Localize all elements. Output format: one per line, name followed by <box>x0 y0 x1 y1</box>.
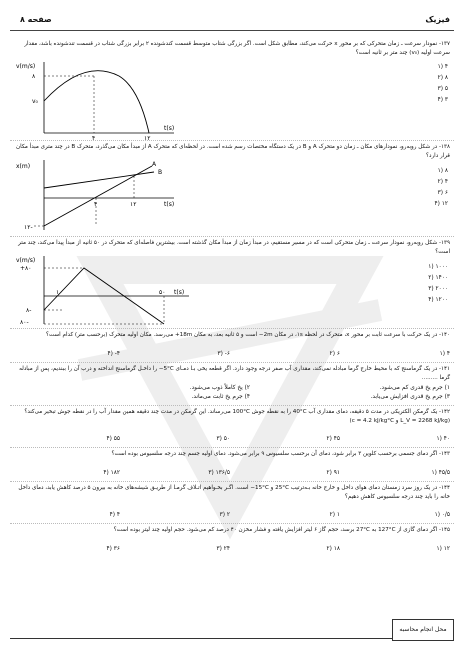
option[interactable]: ۴۵ (۲ <box>326 436 340 442</box>
option[interactable]: ۴ (۲ <box>437 179 448 185</box>
divider <box>10 328 454 329</box>
page-number: صفحه ۸ <box>20 15 52 24</box>
divider <box>10 447 454 448</box>
option[interactable]: ۶- (۳ <box>217 351 230 357</box>
question-139-text: ۱۳۹- شکل روبه‌رو، نمودار سرعت ـ زمان متحرکی است که در مسیر مستقیم، در مبدأ زمان از مبدأ مکان گذشته است. بیشترین فاصله‌ای که متحرک در ۵۰ ثانیه از مبدأ پیدا می‌کند، چند متر است؟ <box>18 240 450 255</box>
option[interactable]: ۱۸۲ (۴ <box>103 470 120 476</box>
option[interactable]: ۶ (۲ <box>329 351 340 357</box>
option[interactable]: ۵ (۳ <box>437 86 448 92</box>
question-142-text: ۱۴۲- یک گرمکن الکتریکی در مدت ۵ دقیقه، دمای مقداری آب ‎40°C‎ را به نقطه جوش ‎100°C‎ می‌رساند. این گرمکن در مدت چند دقیقه همین مقدار آب را در نقطه جوش تبخیر می‌کند؟ (‎L_V = 2268 kJ/kg‎ و ‎c = 4.2 kJ/kg°C‎) <box>24 409 450 424</box>
option[interactable]: ۱۲ (۱ <box>436 546 450 552</box>
option[interactable]: ۵۰ (۳ <box>216 436 230 442</box>
option[interactable]: ۴ (۴ <box>109 512 120 518</box>
divider <box>10 362 454 363</box>
option[interactable]: ۶ (۳ <box>437 190 448 196</box>
option[interactable]: ۱ (۲ <box>329 512 340 518</box>
option[interactable]: ۴ (۱ <box>439 351 450 357</box>
question-137-text: ۱۳۷- نمودار سرعت ـ زمان متحرکی که بر محور x حرکت می‌کند، مطابق شکل است. اگر بزرگی شتاب متوسط قسمت کندشونده ۲ برابر بزرگی شتاب در قسمت تندشونده باشد، مقدار سرعت اولیه (v₀) چند متر بر ثانیه است؟ <box>24 41 450 56</box>
option[interactable]: ۱۲۰۰ (۴ <box>428 297 448 303</box>
y-axis-label: v(m/s) <box>16 257 36 264</box>
option[interactable]: ۲ (۳ <box>219 512 230 518</box>
option[interactable]: ۴- (۴ <box>107 351 120 357</box>
x-tick: ۱۲ <box>144 135 151 140</box>
option[interactable]: ۸ (۲ <box>437 75 448 81</box>
divider <box>10 140 454 141</box>
y-axis-label: v(m/s) <box>16 63 36 70</box>
question-145-text: ۱۴۵- اگر دمای گازی از ‎127°C‎ به ‎27°C‎ برسد، حجم گاز ۶ لیتر افزایش یافته و فشار مخزن ۴۰ درصد کم می‌شود. حجم اولیه چند لیتر بوده است؟ <box>113 527 450 533</box>
divider <box>10 481 454 482</box>
question-141-text: ۱۴۱- در یک گرماسنج که با محیط خارج گرما مبادله نمی‌کند، مقداری آب صفر درجه وجود دارد. اگر قطعه یخی بـا دمـای ‎−5°C‎ را داخـل گرماسنج انداخته و درب آن را ببندیم، پس از مبادله گرما ......... <box>19 366 450 381</box>
x-tick: ۱۰ <box>56 289 63 296</box>
option[interactable]: ۵۵ (۴ <box>106 436 120 442</box>
subject-title: فیزیک <box>425 15 450 24</box>
x-axis-label: t(s) <box>164 201 175 208</box>
x-tick: ۱۲ <box>130 201 137 208</box>
line-label-a: A <box>152 161 157 168</box>
option[interactable]: ۹۱ (۲ <box>326 470 340 476</box>
x-tick: ۵۰ <box>159 289 166 296</box>
y-tick: ۸۰- <box>20 319 29 326</box>
option[interactable]: ۰/۵ (۱ <box>434 512 450 518</box>
x-tick: ۴ <box>94 201 98 208</box>
x-tick: ۴ <box>92 135 96 140</box>
question-144-text: ۱۴۴- در یک روز سرد زمستان دمای هوای داخل و خارج خانه بـه‌ترتیب ‎25°C‎ و ‎−15°C‎ است. اگـر بخـواهیم اتـلاف گرمـا از طریـق شیشه‌های خانه به بیرون ۵ درصد کاهش یابد، دمای داخل خانه را باید چند درجه سلسیوس کاهش دهیم؟ <box>18 485 450 500</box>
y-tick: ۱۲- <box>24 224 33 231</box>
calculation-area-label: محل انجام محاسبه <box>392 619 454 641</box>
question-141-options <box>12 385 450 405</box>
option[interactable]: ۲۰۰۰ (۳ <box>428 286 448 292</box>
line-label-b: B <box>158 169 163 176</box>
x-axis-label: t(s) <box>164 125 175 132</box>
option[interactable]: ۲) یخ کاملاً ذوب می‌شود. <box>189 385 250 391</box>
question-140-text: ۱۴۰- در یک حرکت با سرعت ثابت بر محور x، متحرک در لحظه ۱s، در مکان ‎−2m‎ است و ۵ ثانیه بعد، به مکان ‎+18m‎ می‌رسد. مکان اولیه متحرک (برحسب متر) کدام است؟ <box>46 332 450 338</box>
graph-position-lines <box>14 158 184 236</box>
option[interactable]: ۳۶ (۴ <box>106 546 120 552</box>
option[interactable]: ۴) جرم یخ ثابت می‌ماند. <box>191 394 250 400</box>
y-tick: ۸- <box>26 307 32 314</box>
question-137-options <box>358 62 448 106</box>
x-axis-label: t(s) <box>174 289 185 296</box>
option[interactable]: ۴۰ (۱ <box>436 436 450 442</box>
y-tick: ۸ <box>32 73 36 80</box>
option[interactable]: ۸ (۱ <box>437 168 448 174</box>
option[interactable]: ۴ (۱ <box>437 64 448 70</box>
y-tick: +۸۰ <box>20 265 32 272</box>
option[interactable]: ۳) جرم یخ قدری افزایش می‌یابد. <box>370 394 450 400</box>
question-139-options <box>358 262 448 306</box>
page-header <box>10 10 454 31</box>
option[interactable]: ۱۳۶/۵ (۳ <box>208 470 230 476</box>
option[interactable]: ۳ (۴ <box>437 97 448 103</box>
footer-rule <box>10 638 392 639</box>
option[interactable]: ۲۴ (۳ <box>216 546 230 552</box>
option[interactable]: ۱۰۰۰ (۱ <box>428 264 448 270</box>
question-138-options <box>358 166 448 210</box>
divider <box>10 523 454 524</box>
question-143-text: ۱۴۳- اگر دمای جسمی برحسب کلوین ۳ برابر شود، دمای آن برحسب سلسیوس ۹ برابر می‌شود. دمای اولیه جسم چند درجه سلسیوس بوده است؟ <box>111 451 450 457</box>
option[interactable]: ۱۸ (۲ <box>326 546 340 552</box>
option[interactable]: ۱) جرم یخ قدری کم می‌شود. <box>379 385 450 391</box>
graph-velocity-curve <box>14 58 184 140</box>
option[interactable]: ۱۲ (۴ <box>434 201 448 207</box>
divider <box>10 405 454 406</box>
question-138-text: ۱۳۸- در شکل روبه‌رو، نمودارهای مکان ـ زمان دو متحرک A و B در یک دستگاه مختصات رسم شده است. در لحظه‌ای که متحرک A از مبدأ مکان می‌گذرد، متحرک B در چند متری مبدأ مکان قرار دارد؟ <box>16 144 450 159</box>
y-tick: v₀ <box>32 98 38 105</box>
y-axis-label: x(m) <box>16 163 31 170</box>
divider <box>10 236 454 237</box>
option[interactable]: ۴۵/۵ (۱ <box>431 470 450 476</box>
graph-velocity-triangle <box>14 254 199 326</box>
option[interactable]: ۱۴۰۰ (۲ <box>428 275 448 281</box>
